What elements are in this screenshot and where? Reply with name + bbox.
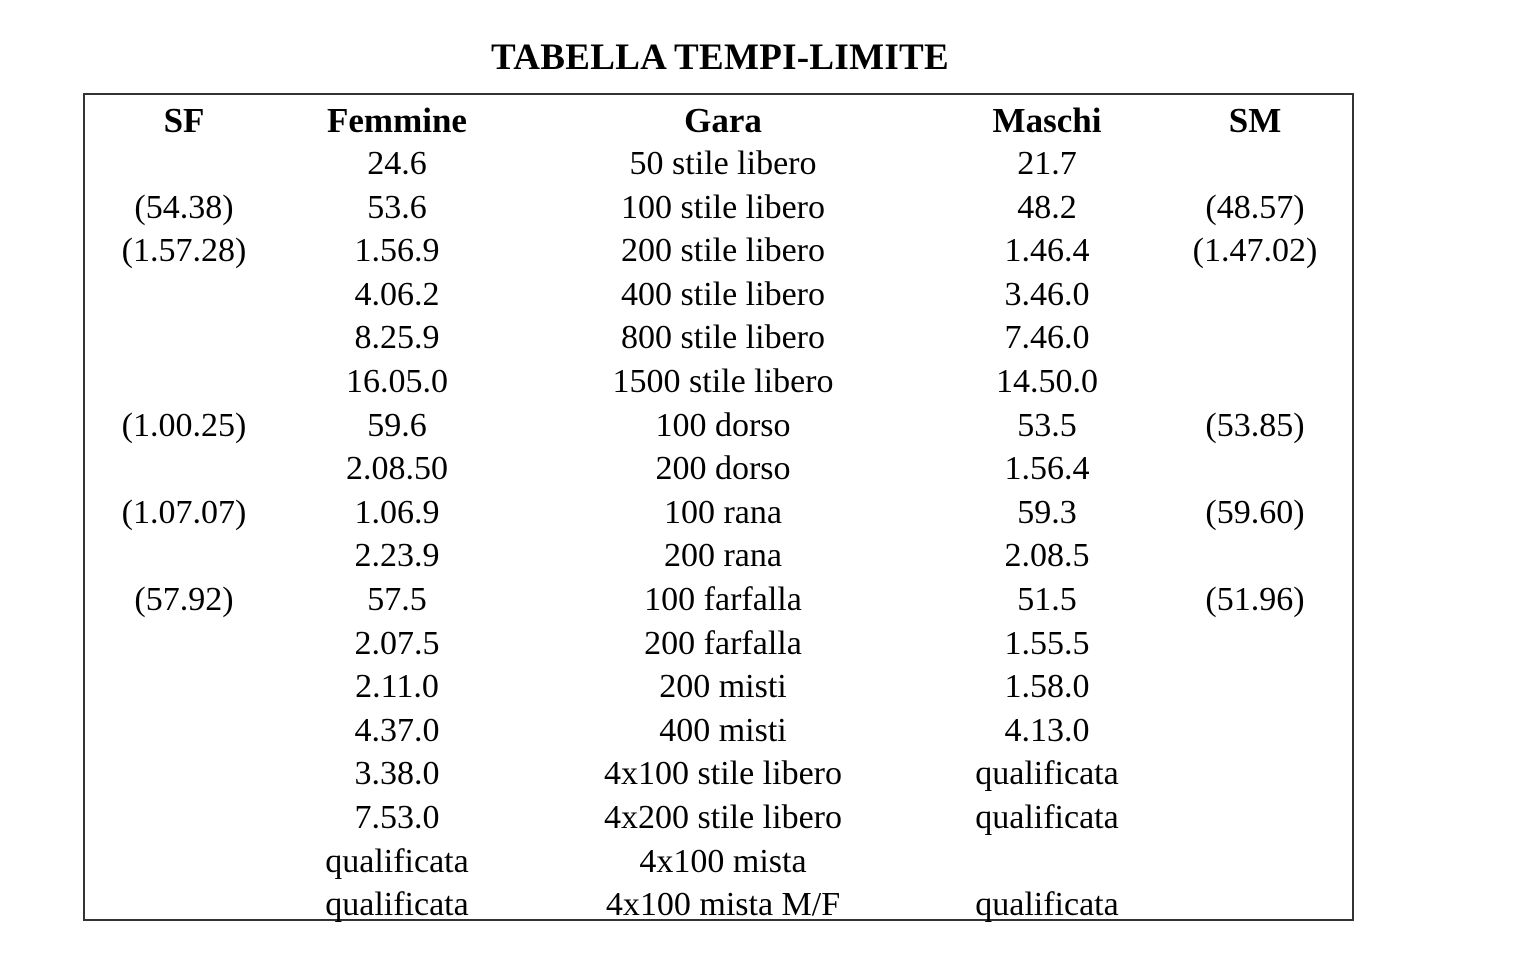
- cell-sm: (59.60): [1205, 493, 1305, 531]
- cell-sf: [85, 622, 283, 666]
- cell-maschi: 53.5: [1017, 406, 1077, 444]
- cell-sf: [85, 273, 283, 317]
- cell-sf: [85, 752, 283, 796]
- table-row: [85, 840, 1352, 884]
- cell-maschi: 1.55.5: [1004, 624, 1090, 662]
- cell-sf: (1.57.28): [121, 232, 247, 270]
- cell-sf: [85, 709, 283, 753]
- cell-gara: 1500 stile libero: [612, 363, 834, 400]
- cell-sm: (53.85): [1205, 406, 1305, 444]
- cell-sf: [85, 316, 283, 360]
- table-row: [85, 534, 1352, 578]
- cell-sf: [85, 447, 283, 491]
- cell-sm: [1155, 796, 1355, 840]
- cell-maschi: qualificata: [975, 799, 1119, 836]
- cell-femmine: qualificata: [325, 886, 469, 924]
- cell-femmine: 8.25.9: [354, 319, 440, 357]
- cell-sf: (57.92): [134, 581, 234, 618]
- cell-maschi: 7.46.0: [1004, 319, 1090, 357]
- cell-gara: 100 dorso: [655, 406, 791, 444]
- cell-maschi: [947, 840, 1147, 884]
- cell-gara: 400 misti: [659, 711, 787, 749]
- table-row: [85, 709, 1352, 753]
- cell-sm: [1155, 273, 1355, 317]
- header-femmine: Femmine: [327, 101, 467, 140]
- cell-sf: [85, 534, 283, 578]
- cell-femmine: 7.53.0: [354, 799, 440, 836]
- cell-maschi: 48.2: [1017, 188, 1077, 226]
- cell-sf: [85, 665, 283, 709]
- cell-sm: [1155, 622, 1355, 666]
- cell-maschi: 1.58.0: [1004, 668, 1090, 706]
- cell-gara: 400 stile libero: [621, 275, 825, 313]
- cell-maschi: 1.56.4: [1004, 450, 1090, 488]
- cell-sf: [85, 142, 283, 186]
- cell-gara: 200 rana: [663, 537, 782, 575]
- cell-femmine: 1.06.9: [354, 493, 440, 531]
- cell-gara: 4x100 stile libero: [604, 755, 842, 793]
- cell-maschi: 14.50.0: [996, 363, 1098, 400]
- header-maschi: Maschi: [992, 101, 1102, 140]
- cell-sf: [85, 840, 283, 884]
- table-row: [85, 229, 1352, 273]
- header-sm: SM: [1228, 101, 1282, 140]
- cell-sf: [85, 796, 283, 840]
- table-row: [85, 142, 1352, 186]
- table-row: [85, 360, 1352, 404]
- cell-sm: [1155, 709, 1355, 753]
- cell-sm: [1155, 316, 1355, 360]
- table-header-row: [85, 99, 1352, 143]
- cell-sf: (54.38): [134, 188, 234, 226]
- cell-femmine: 4.06.2: [354, 275, 440, 313]
- cell-gara: 4x100 mista: [639, 842, 807, 880]
- cell-maschi: 1.46.4: [1004, 232, 1090, 270]
- cell-gara: 200 farfalla: [644, 624, 802, 662]
- table-row: [85, 796, 1352, 840]
- cell-sm: [1155, 665, 1355, 709]
- cell-gara: 800 stile libero: [621, 319, 825, 357]
- cell-gara: 100 farfalla: [644, 581, 802, 618]
- cell-gara: 4x100 mista M/F: [605, 886, 841, 924]
- table-row: [85, 273, 1352, 317]
- cell-sm: [1155, 360, 1355, 404]
- cell-femmine: 16.05.0: [346, 363, 448, 400]
- cell-femmine: 2.08.50: [346, 450, 448, 488]
- cell-sf: [85, 883, 283, 927]
- cell-femmine: 2.07.5: [354, 624, 440, 662]
- header-sf: SF: [163, 101, 205, 140]
- cell-femmine: 2.11.0: [355, 668, 439, 706]
- cell-sm: [1155, 142, 1355, 186]
- table-row: [85, 404, 1352, 448]
- cell-maschi: 59.3: [1017, 493, 1077, 531]
- cell-sm: (48.57): [1205, 188, 1305, 226]
- table-row: [85, 665, 1352, 709]
- table-row: [85, 752, 1352, 796]
- cell-maschi: 4.13.0: [1004, 711, 1090, 749]
- cell-gara: 100 stile libero: [621, 188, 825, 226]
- time-limits-table: [83, 93, 1354, 924]
- cell-sm: [1155, 883, 1355, 927]
- cell-sm: (1.47.02): [1192, 232, 1318, 270]
- cell-maschi: 21.7: [1017, 145, 1077, 182]
- cell-sm: [1155, 752, 1355, 796]
- cell-maschi: 2.08.5: [1004, 537, 1090, 575]
- table-row: [85, 186, 1352, 230]
- cell-sm: [1155, 840, 1355, 884]
- cell-gara: 200 stile libero: [621, 232, 825, 270]
- cell-sf: (1.00.25): [121, 406, 247, 444]
- cell-maschi: qualificata: [975, 886, 1119, 924]
- cell-gara: 200 dorso: [655, 450, 791, 488]
- table-row: [85, 316, 1352, 360]
- cell-sm: (51.96): [1205, 581, 1305, 618]
- table-row: [85, 578, 1352, 622]
- cell-femmine: 1.56.9: [354, 232, 440, 270]
- cell-femmine: 4.37.0: [354, 711, 440, 749]
- cell-femmine: 2.23.9: [354, 537, 440, 575]
- cell-femmine: 24.6: [367, 145, 427, 182]
- table-row: [85, 491, 1352, 535]
- cell-gara: 200 misti: [659, 668, 787, 706]
- cell-gara: 4x200 stile libero: [604, 799, 842, 836]
- cell-gara: 50 stile libero: [629, 145, 817, 182]
- page-title: TABELLA TEMPI-LIMITE: [491, 37, 949, 78]
- cell-femmine: 3.38.0: [354, 755, 440, 793]
- cell-maschi: 51.5: [1017, 581, 1077, 618]
- cell-sm: [1155, 534, 1355, 578]
- cell-femmine: 59.6: [367, 406, 427, 444]
- cell-sf: (1.07.07): [121, 493, 247, 531]
- cell-maschi: qualificata: [975, 755, 1119, 793]
- table-row: [85, 883, 1352, 927]
- table-row: [85, 622, 1352, 666]
- cell-sm: [1155, 447, 1355, 491]
- cell-gara: 100 rana: [663, 493, 782, 531]
- header-gara: Gara: [684, 101, 762, 140]
- cell-femmine: 57.5: [367, 581, 427, 618]
- cell-femmine: 53.6: [367, 188, 427, 226]
- table-row: [85, 447, 1352, 491]
- cell-femmine: qualificata: [325, 842, 469, 880]
- cell-maschi: 3.46.0: [1004, 275, 1090, 313]
- cell-sf: [85, 360, 283, 404]
